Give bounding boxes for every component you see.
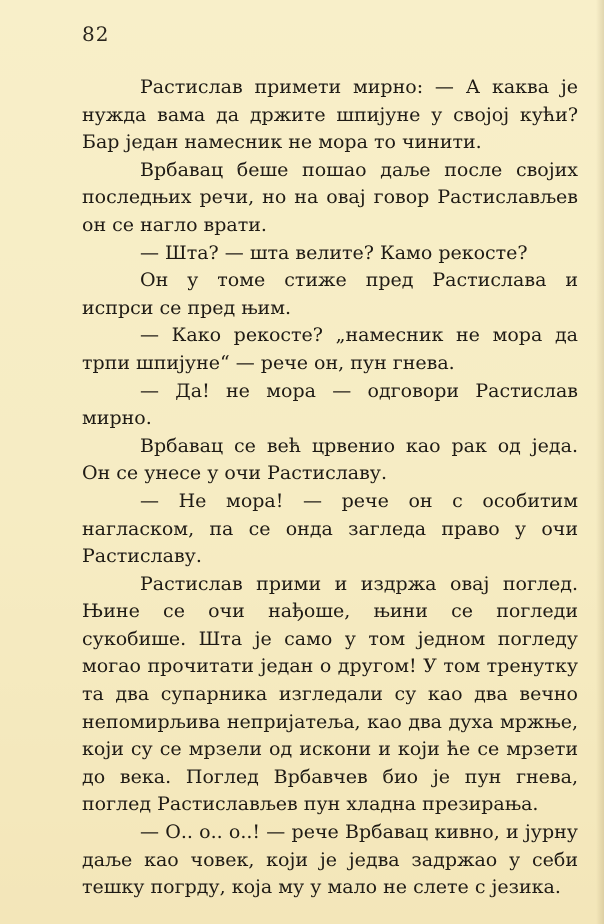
- paragraph: — Да! не мора — одговори Растислав мирно.: [82, 379, 578, 430]
- paragraph: Он у томе стиже пред Растислава и испрси се пред њим.: [82, 269, 578, 319]
- page-number: 82: [82, 22, 110, 46]
- page-edge-shadow: [596, 0, 604, 924]
- paragraph: Врбавац беше пошао даље после својих последњих речи, но на овај говор Растислављев он се нагло врати.: [82, 158, 578, 236]
- paragraph: Растислав прими и издржа овај поглед. Њине се очи нађоше, њини се погледи сукобише. Шта је само у том једном погледу могао прочитати један о другом! У том тренутку та два супарника изгледали су као два вечно непомирљива непријатеља, као два духа мржње, који су се мрзели од искони и који ће се мрзети до века. Поглед Врбавчев био је пун гнева, поглед Растислављев пун хладна презирања.: [82, 572, 578, 816]
- paragraph: — Не мора! — рече он с особитим нагласком, па се онда загледа право у очи Растиславу.: [82, 489, 578, 568]
- body-text: [82, 74, 578, 902]
- paragraph: Растислав примети мирно: — А каква је нужда вама да држите шпијуне у својој кући? Бар један намесник не мора то чинити.: [82, 76, 578, 154]
- paragraph: — Шта? — шта велите? Камо рекосте?: [140, 241, 528, 264]
- paragraph: — О.. о.. о..! — рече Врбавац кивно, и јурну даље као човек, који је једва задржао у себи тешку погрду, која му у мало не слете с језика.: [82, 821, 578, 899]
- paragraph: — Како рекосте? „намесник не мора да трпи шпијуне“ — рече он, пун гнева.: [82, 324, 578, 374]
- paragraph: Врбавац се већ црвенио као рак од једа. Он се унесе у очи Растиславу.: [82, 434, 578, 485]
